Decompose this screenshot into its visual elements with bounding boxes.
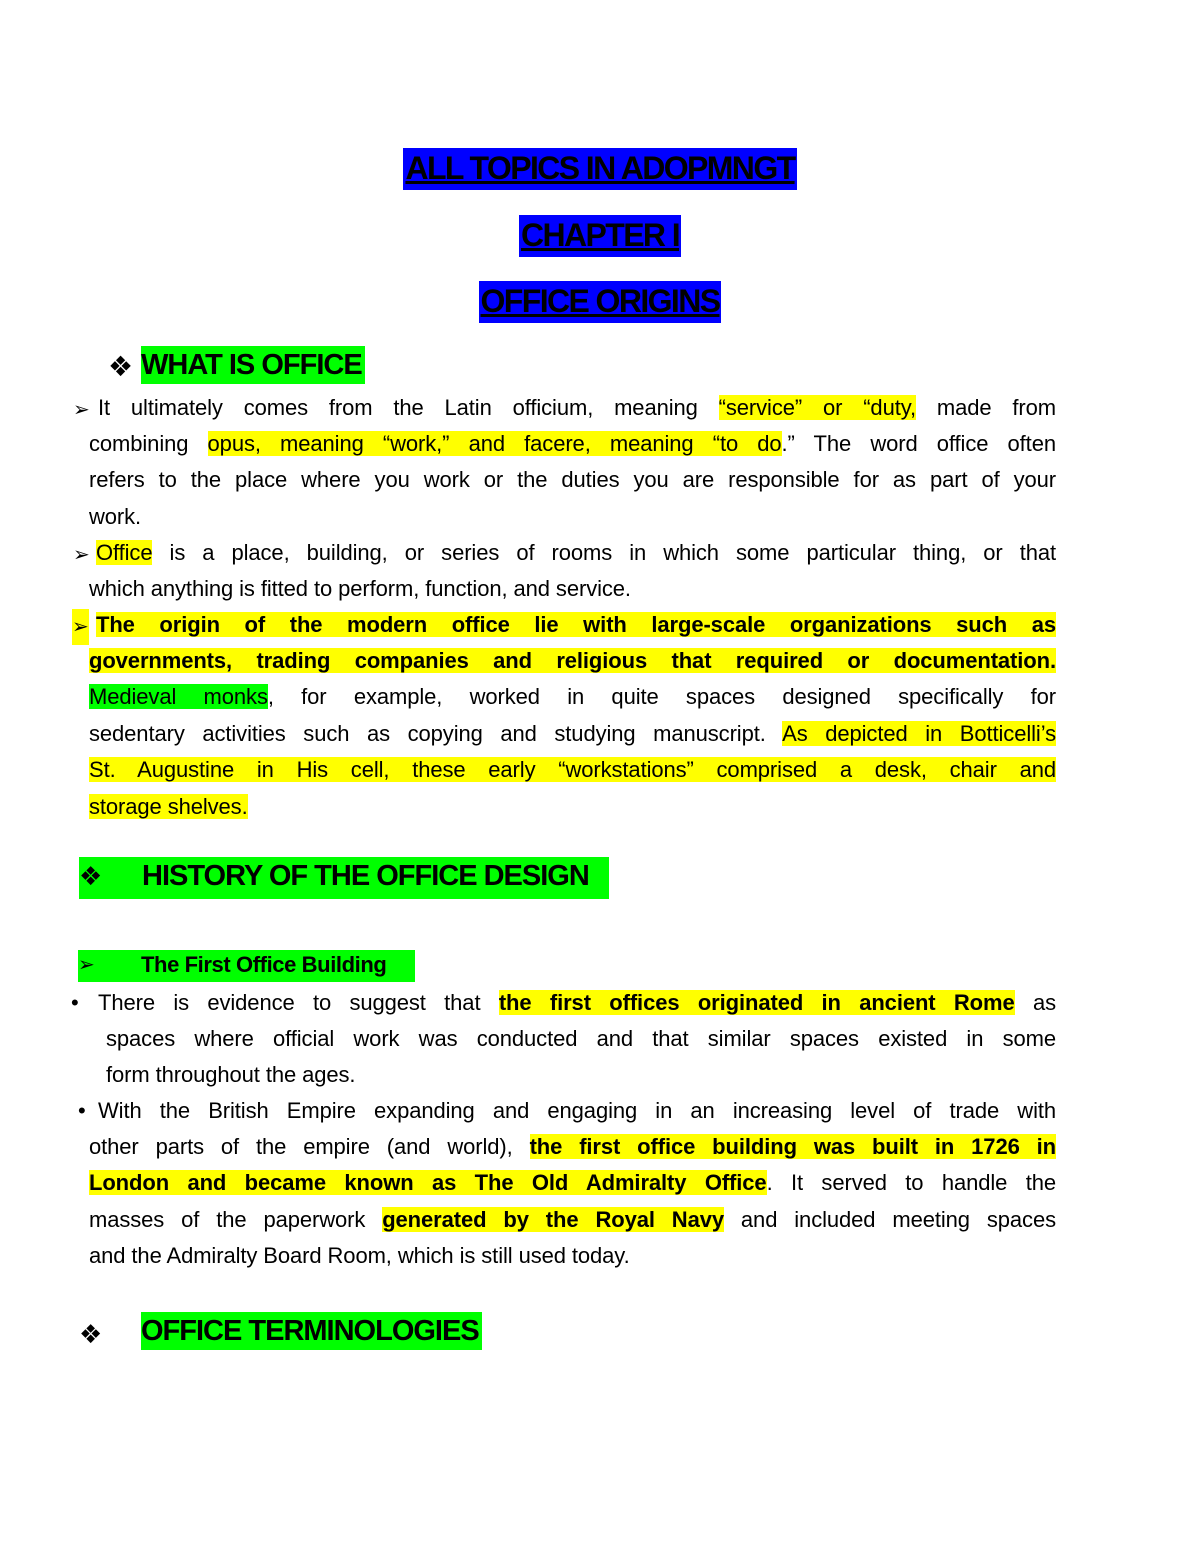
bullet-icon: •	[71, 990, 79, 1015]
modern-office-origin-paragraph	[96, 607, 1056, 643]
para-line: spaces where official work was conducted and that similar spaces existed in some	[106, 1026, 1056, 1051]
main-title-text: ALL TOPICS IN ADOPMNGT	[403, 148, 796, 190]
para-line: and the Admiralty Board Room, which is still used today.	[89, 1243, 630, 1269]
chapter-title	[0, 215, 1200, 255]
first-office-building-subheading-box	[78, 950, 415, 982]
admiralty-office-paragraph-cont	[89, 1129, 1056, 1275]
main-title	[0, 148, 1200, 188]
first-offices-paragraph	[98, 985, 1056, 1021]
para-line: form throughout the ages.	[106, 1062, 356, 1088]
para-line: Medieval monks, for example, worked in quite spaces designed specifically for	[89, 684, 1056, 710]
para-line: which anything is fitted to perform, function, and service.	[89, 576, 631, 601]
section-title	[0, 281, 1200, 321]
first-offices-paragraph-cont	[106, 1021, 1056, 1094]
para-line: other parts of the empire (and world), the first office building was built in 1726 in	[89, 1134, 1056, 1159]
para-line: London and became known as The Old Admiralty Office. It served to handle the	[89, 1170, 1056, 1196]
history-heading: HISTORY OF THE OFFICE DESIGN	[142, 860, 589, 892]
arrow-icon: ➢	[73, 544, 90, 566]
office-place-paragraph	[96, 535, 1056, 571]
para-line: St. Augustine in His cell, these early “workstations” comprised a desk, chair and	[89, 757, 1056, 783]
bullet-icon: •	[78, 1098, 86, 1123]
para-line: The origin of the modern office lie with large-scale organizations such as	[96, 612, 1056, 637]
para-line: sedentary activities such as copying and studying manuscript. As depicted in Botticelli’s	[89, 720, 1056, 746]
diamond-icon: ❖	[79, 1319, 103, 1349]
para-line: work.	[89, 503, 142, 529]
admiralty-office-paragraph	[98, 1093, 1056, 1129]
arrow-icon: ➢	[73, 399, 90, 421]
office-definition-paragraph	[98, 390, 1056, 426]
para-line: It ultimately comes from the Latin officium, meaning “service” or “duty, made from	[98, 395, 1056, 420]
para-line: storage shelves.	[89, 793, 248, 819]
section-title-text: OFFICE ORIGINS	[479, 281, 722, 323]
modern-office-origin-paragraph-cont	[89, 643, 1056, 825]
chapter-title-text: CHAPTER I	[519, 215, 681, 257]
para-line: With the British Empire expanding and engaging in an increasing level of trade with	[98, 1098, 1056, 1123]
history-heading-box	[79, 857, 609, 899]
diamond-icon: ❖	[108, 351, 134, 382]
para-line: combining opus, meaning “work,” and facere, meaning “to do.” The word office often	[89, 431, 1056, 456]
para-line: Office is a place, building, or series of rooms in which some particular thing, or that	[96, 540, 1056, 565]
para-line: refers to the place where you work or the duties you are responsible for as part of your	[89, 467, 1056, 493]
office-definition-paragraph-cont	[89, 426, 1056, 535]
para-line: There is evidence to suggest that the first offices originated in ancient Rome as	[98, 990, 1056, 1015]
para-line: masses of the paperwork generated by the Royal Navy and included meeting spaces	[89, 1206, 1056, 1232]
para-line: governments, trading companies and religious that required or documentation.	[89, 648, 1056, 673]
diamond-icon: ❖	[79, 861, 102, 891]
office-place-paragraph-cont	[89, 571, 1056, 607]
what-is-office-heading: WHAT IS OFFICE	[141, 346, 365, 384]
office-terminologies-heading: OFFICE TERMINOLOGIES	[141, 1312, 482, 1350]
arrow-icon: ➢	[72, 609, 89, 645]
first-office-building-subheading: The First Office Building	[141, 952, 387, 977]
arrow-icon: ➢	[78, 954, 95, 976]
